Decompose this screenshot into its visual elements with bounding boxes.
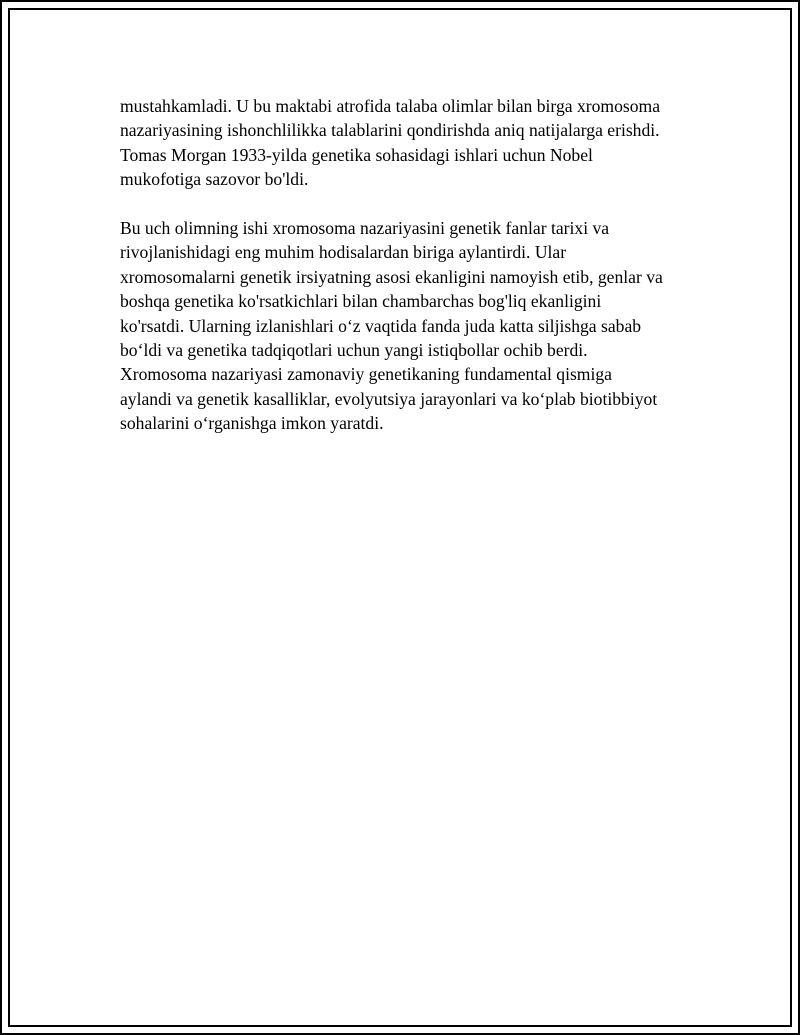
paragraph-line: Xromosoma nazariyasi zamonaviy genetikaning fundamental qismiga: [120, 364, 612, 385]
paragraph-line: sohalarini o‘rganishga imkon yaratdi.: [120, 413, 384, 434]
paragraph-line: Bu uch olimning ishi xromosoma nazariyasini genetik fanlar tarixi va: [120, 218, 610, 239]
paragraph-line: xromosomalarni genetik irsiyatning asosi ekanligini namoyish etib, genlar va: [120, 266, 663, 287]
paragraph-1: [120, 94, 700, 192]
paragraph-2: [120, 216, 700, 436]
paragraph-line: boshqa genetika ko'rsatkichlari bilan chambarchas bog'liq ekanligini: [120, 291, 602, 312]
paragraph-line: ko'rsatdi. Ularning izlanishlari o‘z vaqtida fanda juda katta siljishga sabab: [120, 315, 642, 336]
paragraph-line: Tomas Morgan 1933-yilda genetika sohasidagi ishlari uchun Nobel: [120, 144, 593, 165]
paragraph-line: aylandi va genetik kasalliklar, evolyutsiya jarayonlari va ko‘plab biotibbiyot: [120, 388, 658, 409]
paragraph-line: bo‘ldi va genetika tadqiqotlari uchun yangi istiqbollar ochib berdi.: [120, 340, 588, 361]
document-body: [120, 94, 700, 436]
paragraph-line: mukofotiga sazovor bo'ldi.: [120, 169, 309, 190]
paragraph-line: rivojlanishidagi eng muhim hodisalardan biriga aylantirdi. Ular: [120, 242, 567, 263]
paragraph-line: nazariyasining ishonchlilikka talablarini qondirishda aniq natijalarga erishdi.: [120, 120, 660, 141]
paragraph-line: mustahkamladi. U bu maktabi atrofida talaba olimlar bilan birga xromosoma: [120, 96, 661, 116]
